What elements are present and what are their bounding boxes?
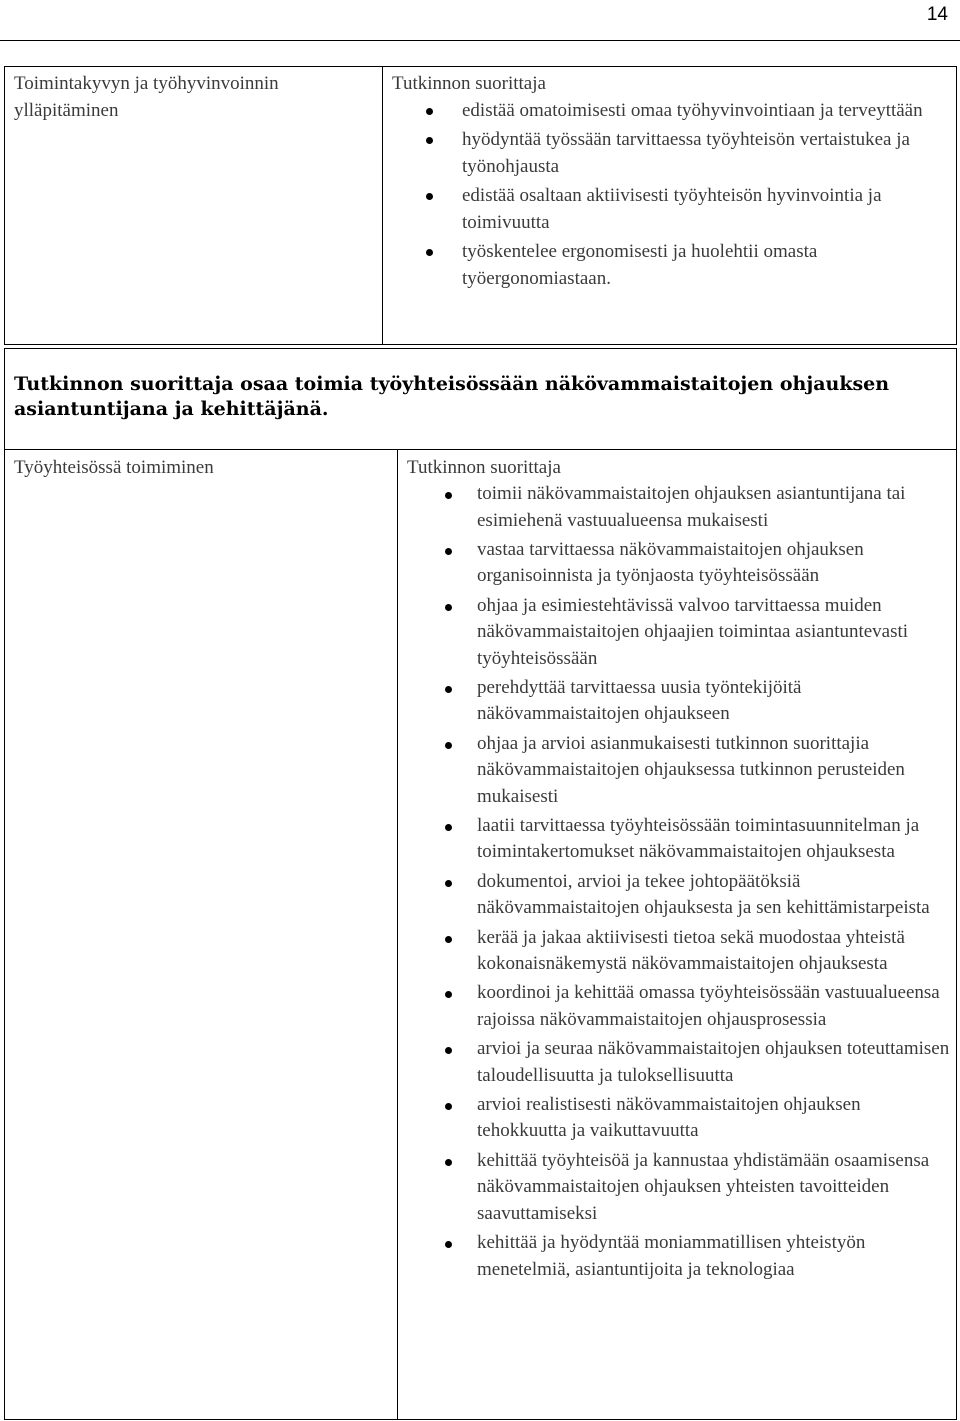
criteria-item: arvioi realistisesti näkövammaistaitojen ohjauksen tehokkuutta ja vaikuttavuutta	[407, 1092, 952, 1145]
criteria-item: koordinoi ja kehittää omassa työyhteisössään vastuualueensa rajoissa näkövammaistaitojen ohjausprosessia	[407, 980, 952, 1033]
criteria-item: perehdyttää tarvittaessa uusia työntekijöitä näkövammaistaitojen ohjaukseen	[407, 675, 952, 728]
column-divider	[382, 67, 383, 344]
criteria-item: vastaa tarvittaessa näkövammaistaitojen ohjauksen organisoinnista ja työnjaosta työyhteisössään	[407, 537, 952, 590]
header-rule	[0, 40, 960, 41]
criteria-item: ohjaa ja arvioi asianmukaisesti tutkinnon suorittajia näkövammaistaitojen ohjauksessa tutkinnon perusteiden mukaisesti	[407, 731, 952, 811]
criteria-item: ohjaa ja esimiestehtävissä valvoo tarvittaessa muiden näkövammaistaitojen ohjaajien toimintaa asiantuntevasti työyhteisössään	[407, 593, 952, 673]
column-divider	[397, 449, 398, 1419]
criteria-subject: Tutkinnon suorittaja	[392, 73, 546, 94]
criteria-subject: Tutkinnon suorittaja	[407, 457, 561, 478]
criteria-item: hyödyntää työssään tarvittaessa työyhteisön vertaistukea ja työnohjausta	[392, 126, 937, 180]
criteria-item: edistää omatoimisesti omaa työhyvinvointiaan ja terveyttään	[392, 97, 937, 124]
criteria-item: työskentelee ergonomisesti ja huolehtii omasta työergonomiastaan.	[392, 238, 937, 292]
criteria-item: kehittää ja hyödyntää moniammatillisen yhteistyön menetelmiä, asiantuntijoita ja teknologiaa	[407, 1230, 952, 1283]
criteria-item: dokumentoi, arvioi ja tekee johtopäätöksiä näkövammaistaitojen ohjauksesta ja sen kehittämistarpeista	[407, 869, 952, 922]
page-number: 14	[926, 4, 948, 25]
criteria-item: kehittää työyhteisöä ja kannustaa yhdistämään osaamisensa näkövammaistaitojen ohjauksen yhteisten tavoitteiden saavuttamiseksi	[407, 1148, 952, 1228]
criteria-item: edistää osaltaan aktiivisesti työyhteisön hyvinvointia ja toimivuutta	[392, 182, 937, 236]
competence-area-title: Työyhteisössä toimiminen	[14, 457, 214, 478]
criteria-list	[407, 481, 952, 1286]
criteria-list	[392, 97, 937, 294]
heading-row-divider	[5, 449, 956, 450]
criteria-item: toimii näkövammaistaitojen ohjauksen asiantuntijana tai esimiehenä vastuualueensa mukaisesti	[407, 481, 952, 534]
criteria-item: kerää ja jakaa aktiivisesti tietoa sekä muodostaa yhteistä kokonaisnäkemystä näkövammaistaitojen ohjauksesta	[407, 925, 952, 978]
competence-area-title: Toimintakyvyn ja työhyvinvoinnin ylläpitäminen	[14, 73, 279, 121]
criteria-item: arvioi ja seuraa näkövammaistaitojen ohjauksen toteuttamisen taloudellisuutta ja tuloksellisuutta	[407, 1036, 952, 1089]
criteria-item: laatii tarvittaessa työyhteisössään toimintasuunnitelman ja toimintakertomukset näkövammaistaitojen ohjauksesta	[407, 813, 952, 866]
section-heading: Tutkinnon suorittaja osaa toimia työyhteisössään näkövammaistaitojen ohjauksen asiantuntijana ja kehittäjänä.	[14, 373, 890, 420]
